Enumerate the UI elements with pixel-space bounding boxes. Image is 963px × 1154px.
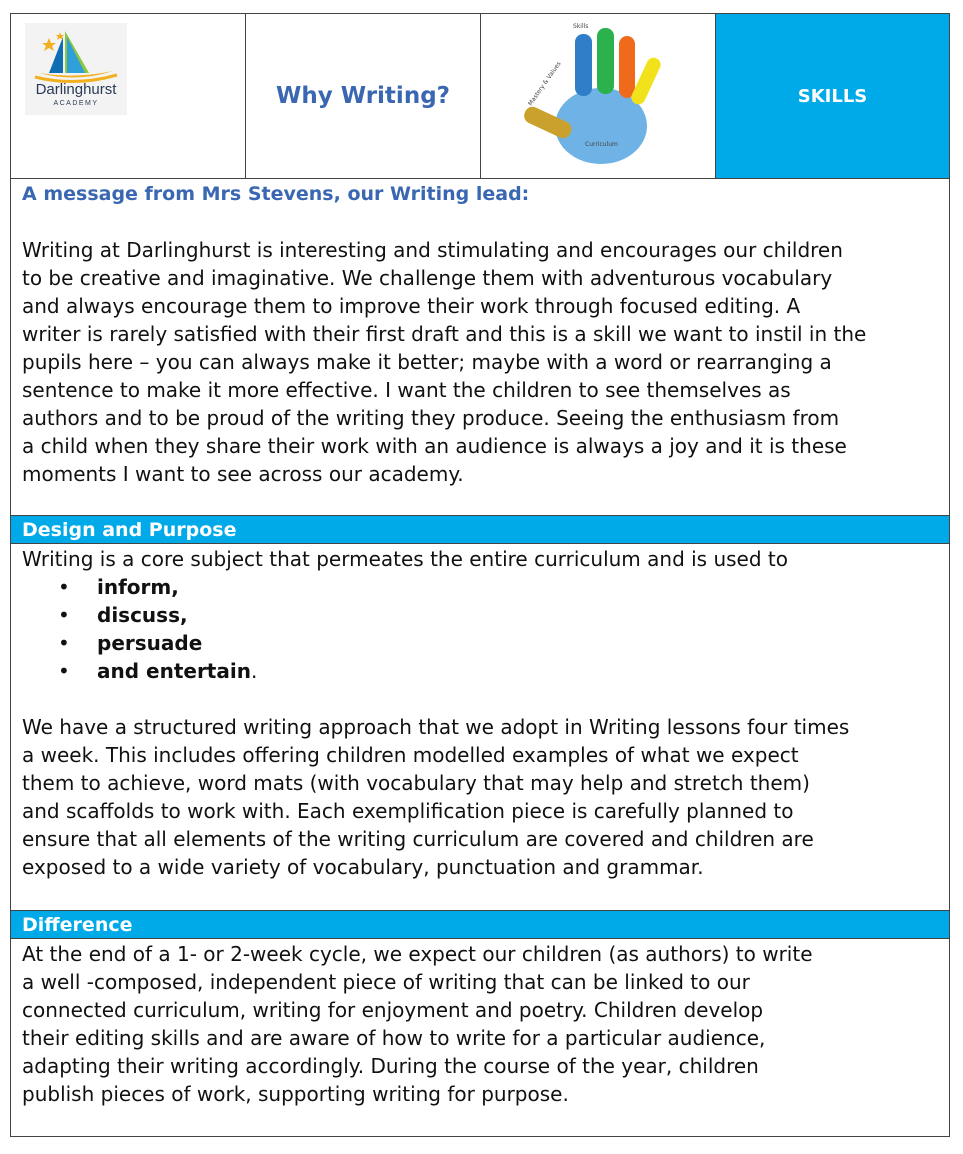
logo-cell	[11, 14, 245, 178]
purpose-list	[22, 573, 422, 685]
text-line: writer is rarely satisfied with their first draft and this is a skill we want to instil in the	[22, 322, 867, 346]
list-item: • and entertain.	[22, 657, 422, 685]
header-row	[11, 14, 949, 179]
text-line: a week. This includes offering children modelled examples of what we expect	[22, 743, 799, 767]
text-line: authors and to be proud of the writing they produce. Seeing the enthusiasm from	[22, 406, 840, 430]
difference-band	[11, 910, 949, 939]
hand-label: Mastery & Values	[526, 60, 563, 108]
section-heading: Difference	[22, 914, 133, 936]
logo-subtitle: ACADEMY	[53, 100, 99, 107]
page-title: Why Writing?	[276, 83, 450, 109]
text-line: exposed to a wide variety of vocabulary, punctuation and grammar.	[22, 855, 704, 879]
design-paragraph	[22, 713, 942, 881]
text-line: their editing skills and are aware of how to write for a particular audience,	[22, 1026, 766, 1050]
text-line: and always encourage them to improve their work through focused editing. A	[22, 294, 801, 318]
text-line: a child when they share their work with an audience is always a joy and it is these	[22, 434, 847, 458]
skills-cell	[715, 14, 949, 178]
hand-image-cell	[480, 14, 715, 178]
document-frame	[10, 13, 950, 1137]
text-line: a well -composed, independent piece of writing that can be linked to our	[22, 970, 750, 994]
hand-label: Skills	[573, 23, 589, 30]
text-line: moments I want to see across our academy.	[22, 462, 464, 486]
logo-name: Darlinghurst	[35, 81, 117, 98]
title-cell	[245, 14, 480, 178]
list-item: • persuade	[22, 629, 422, 657]
text-line: At the end of a 1- or 2-week cycle, we expect our children (as authors) to write	[22, 942, 813, 966]
text-line: pupils here – you can always make it better; maybe with a word or rearranging a	[22, 350, 832, 374]
design-purpose-band	[11, 515, 949, 544]
text-line: adapting their writing accordingly. During the course of the year, children	[22, 1054, 759, 1078]
list-item: • inform,	[22, 573, 422, 601]
text-line: Writing at Darlinghurst is interesting and stimulating and encourages our children	[22, 238, 843, 262]
hand-label: Curriculum	[585, 141, 618, 148]
difference-paragraph	[22, 940, 942, 1108]
skills-label: SKILLS	[797, 85, 868, 107]
text-line: sentence to make it more effective. I want the children to see themselves as	[22, 378, 791, 402]
section-heading: Design and Purpose	[22, 519, 237, 541]
design-intro: Writing is a core subject that permeates the entire curriculum and is used to	[22, 547, 788, 571]
text-line: We have a structured writing approach that we adopt in Writing lessons four times	[22, 715, 850, 739]
text-line: and scaffolds to work with. Each exemplification piece is carefully planned to	[22, 799, 794, 823]
sailboat-icon	[25, 23, 127, 85]
text-line: publish pieces of work, supporting writing for purpose.	[22, 1082, 569, 1106]
handprint-image	[481, 14, 715, 178]
text-line: them to achieve, word mats (with vocabulary that may help and stretch them)	[22, 771, 810, 795]
list-item: • discuss,	[22, 601, 422, 629]
text-line: ensure that all elements of the writing curriculum are covered and children are	[22, 827, 814, 851]
message-heading: A message from Mrs Stevens, our Writing lead:	[22, 183, 530, 205]
message-paragraph	[22, 236, 942, 488]
text-line: to be creative and imaginative. We challenge them with adventurous vocabulary	[22, 266, 833, 290]
text-line: connected curriculum, writing for enjoyment and poetry. Children develop	[22, 998, 764, 1022]
